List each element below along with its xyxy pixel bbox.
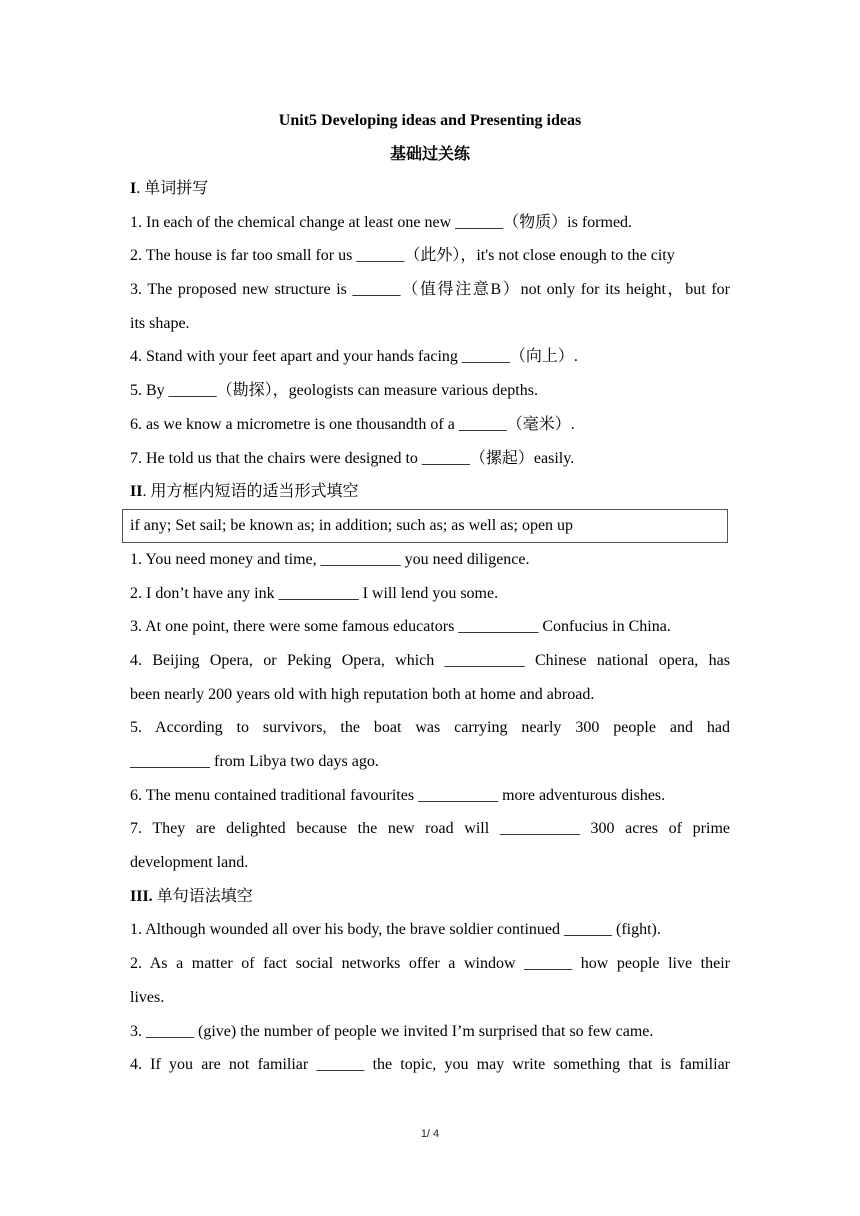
exercise-line: its shape.: [130, 314, 190, 332]
exercise-line: __________ from Libya two days ago.: [130, 753, 379, 770]
exercise-line: 5. By ______（勘探），geologists can measure various depths.: [130, 382, 538, 400]
exercise-line: 1. Although wounded all over his body, the brave soldier continued ______ (fight).: [130, 921, 661, 939]
exercise-line: lives.: [130, 988, 165, 1006]
document-subtitle: 基础过关练: [389, 146, 470, 163]
section-number: I: [130, 180, 137, 197]
section-2-heading: [130, 475, 730, 509]
exercise-line: 7. He told us that the chairs were designed to ______（摞起）easily.: [130, 449, 575, 467]
exercise-line: 5. According to survivors, the boat was carrying nearly 300 people and had: [130, 719, 730, 737]
exercise-line: 4. Stand with your feet apart and your hands facing ______（向上）.: [130, 348, 578, 366]
exercise-line: 1. You need money and time, __________ you need diligence.: [130, 550, 530, 568]
page-number: 1/ 4: [420, 1128, 440, 1140]
exercise-line: 6. as we know a micrometre is one thousandth of a ______（毫米）.: [130, 415, 575, 433]
exercise-line: 3. At one point, there were some famous educators __________ Confucius in China.: [130, 618, 671, 636]
exercise-line: 2. As a matter of fact social networks offer a window ______ how people live their: [130, 955, 730, 973]
section-title: . 单词拼写: [136, 180, 209, 197]
exercise-line: 3. The proposed new structure is ______（值得注意B）not only for its height，but for: [130, 281, 730, 299]
exercise-line: been nearly 200 years old with high reputation both at home and abroad.: [130, 685, 595, 703]
exercise-line: 2. The house is far too small for us ______（此外），it's not close enough to the city: [130, 247, 675, 265]
exercise-line: 3. ______ (give) the number of people we invited I’m surprised that so few came.: [130, 1022, 654, 1040]
section-1-heading: [130, 172, 730, 206]
exercise-line: 1. In each of the chemical change at least one new ______（物质）is formed.: [130, 213, 633, 231]
section-title: 单句语法填空: [152, 887, 253, 905]
section-title: . 用方框内短语的适当形式填空: [142, 483, 359, 501]
document-title: Unit5 Developing ideas and Presenting ideas: [278, 112, 582, 129]
exercise-line: 4. If you are not familiar ______ the topic, you may write something that is familiar: [130, 1056, 730, 1074]
section-3-heading: [130, 880, 730, 914]
document-page: [130, 104, 730, 1082]
exercise-line: 2. I don’t have any ink __________ I will lend you some.: [130, 584, 499, 602]
exercise-line: 4. Beijing Opera, or Peking Opera, which __________ Chinese national opera, has: [130, 651, 730, 669]
exercise-line: 6. The menu contained traditional favourites __________ more adventurous dishes.: [130, 786, 666, 804]
section-number: III.: [130, 887, 153, 905]
phrase-box: if any; Set sail; be known as; in addition; such as; as well as; open up: [122, 509, 728, 543]
exercise-line: 7. They are delighted because the new road will __________ 300 acres of prime: [130, 820, 730, 838]
section-number: II: [130, 483, 143, 501]
exercise-line: development land.: [130, 854, 249, 872]
